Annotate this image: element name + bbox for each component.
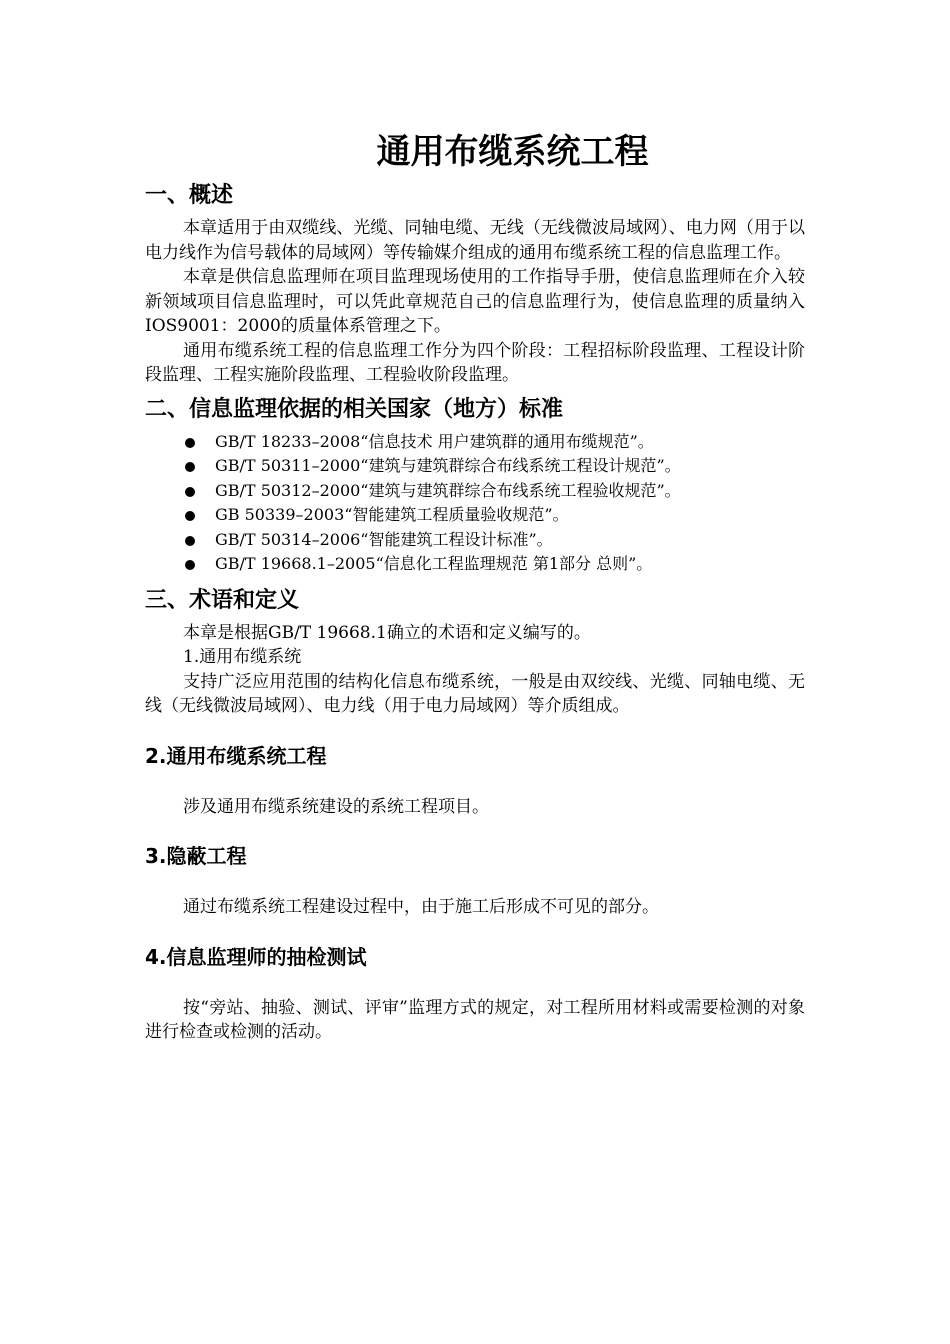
- bullet-icon: [185, 560, 195, 570]
- overview-section: [145, 216, 805, 388]
- list-item: GB/T 19668.1–2005“信息化工程监理规范 第1部分 总则”。: [145, 552, 805, 577]
- bullet-icon: [185, 536, 195, 546]
- list-item: GB/T 50314–2006“智能建筑工程设计标准”。: [145, 528, 805, 553]
- term-heading: 2.通用布缆系统工程: [145, 743, 327, 768]
- list-item: GB 50339–2003“智能建筑工程质量验收规范”。: [145, 503, 805, 528]
- paragraph: 通过布缆系统工程建设过程中，由于施工后形成不可见的部分。: [183, 897, 659, 917]
- bullet-icon: [185, 487, 195, 497]
- bullet-icon: [185, 438, 195, 448]
- paragraph: 支持广泛应用范围的结构化信息布缆系统，一般是由双绞线、光缆、同轴电缆、无线（无线微波局域网）、电力线（用于电力局域网）等介质组成。: [145, 671, 805, 716]
- paragraph: 通用布缆系统工程的信息监理工作分为四个阶段：工程招标阶段监理、工程设计阶段监理、工程实施阶段监理、工程验收阶段监理。: [145, 340, 805, 385]
- section-heading-overview: 一、概述: [145, 183, 234, 208]
- paragraph: 本章是供信息监理师在项目监理现场使用的工作指导手册，使信息监理师在介入较新领域项目信息监理时，可以凭此章规范自己的信息监理行为，使信息监理的质量纳入IOS9001：2000的质量体系管理之下。: [145, 267, 805, 336]
- section-heading-standards: 二、信息监理依据的相关国家（地方）标准: [145, 396, 564, 422]
- list-item: GB/T 50311–2000“建筑与建筑群综合布线系统工程设计规范”。: [145, 454, 805, 479]
- document-title: 通用布缆系统工程: [376, 132, 649, 172]
- list-item: GB/T 50312–2000“建筑与建筑群综合布线系统工程验收规范”。: [145, 479, 805, 504]
- paragraph: 本章是根据GB/T 19668.1确立的术语和定义编写的。: [183, 622, 591, 643]
- section-heading-terms: 三、术语和定义: [145, 587, 300, 613]
- paragraph: 本章适用于由双缆线、光缆、同轴电缆、无线（无线微波局域网）、电力网（用于以电力线作为信号载体的局域网）等传输媒介组成的通用布缆系统工程的信息监理工作。: [145, 218, 805, 263]
- bullet-icon: [185, 462, 195, 472]
- standards-list: [145, 430, 805, 577]
- list-item: GB/T 18233–2008“信息技术 用户建筑群的通用布缆规范”。: [145, 430, 805, 455]
- term-heading: 4.信息监理师的抽检测试: [145, 944, 367, 969]
- term-heading: 3.隐蔽工程: [145, 844, 247, 868]
- paragraph: 涉及通用布缆系统建设的系统工程项目。: [183, 796, 489, 817]
- term-label: 1.通用布缆系统: [183, 647, 302, 667]
- bullet-icon: [185, 511, 195, 521]
- paragraph: 按“旁站、抽验、测试、评审”监理方式的规定，对工程所用材料或需要检测的对象进行检查或检测的活动。: [145, 997, 805, 1042]
